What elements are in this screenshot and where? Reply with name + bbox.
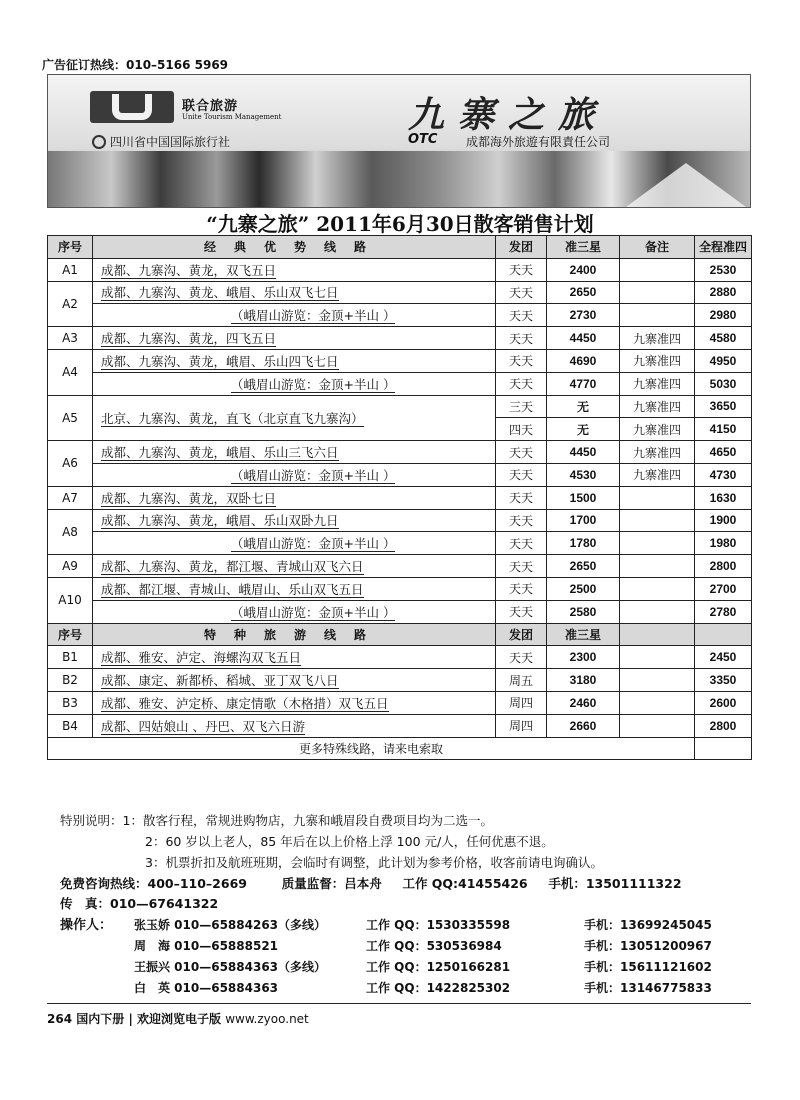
remark xyxy=(620,555,695,578)
price-std3: 2300 xyxy=(547,646,620,669)
operator-mobile: 手机：15611121602 xyxy=(584,960,712,974)
table-row xyxy=(48,463,752,486)
mobile: 手机：13501111322 xyxy=(548,876,682,891)
price-std4: 2800 xyxy=(695,714,752,737)
route-no: A1 xyxy=(48,258,93,281)
route-subnote: （峨眉山游览：金顶+半山 ） xyxy=(93,532,496,555)
price-std3: 4450 xyxy=(547,327,620,350)
route-no: A2 xyxy=(48,281,93,327)
depart: 三天 xyxy=(496,395,547,418)
route-name: 成都、雅安、泸定、海螺沟双飞五日 xyxy=(93,646,496,669)
page-number: 264 xyxy=(47,1012,73,1026)
price-std4: 3350 xyxy=(695,669,752,692)
price-std4: 2700 xyxy=(695,577,752,600)
remark xyxy=(620,304,695,327)
price-std4: 3650 xyxy=(695,395,752,418)
footer-url: www.zyoo.net xyxy=(225,1012,309,1026)
depart: 天天 xyxy=(496,304,547,327)
route-subnote: （峨眉山游览：金顶+半山 ） xyxy=(93,372,496,395)
price-std3: 4450 xyxy=(547,441,620,464)
table-row xyxy=(48,304,752,327)
operator-qq: 工作 QQ：1530335598 xyxy=(366,918,511,932)
price-std4: 4730 xyxy=(695,463,752,486)
otc-logo: OTC xyxy=(408,132,438,147)
note-item: 3：机票折扣及航班班期，会临时有调整，此计划为参考价格，收客前请电询确认。 xyxy=(145,855,603,870)
table-row xyxy=(48,395,752,418)
route-name: 成都、九寨沟、黄龙，双飞五日 xyxy=(93,258,496,281)
depart: 天天 xyxy=(496,327,547,350)
brand-name-en: Unite Tourism Management xyxy=(182,113,282,121)
table-row xyxy=(48,372,752,395)
route-name: 成都、四姑娘山 、丹巴、双飞六日游 xyxy=(93,714,496,737)
depart: 天天 xyxy=(496,646,547,669)
table-row xyxy=(48,555,752,578)
agency-left: 四川省中国国际旅行社 xyxy=(110,135,231,149)
remark xyxy=(620,509,695,532)
table-row xyxy=(48,646,752,669)
price-std3: 2730 xyxy=(547,304,620,327)
price-std4: 2780 xyxy=(695,600,752,623)
remark: 九寨准四 xyxy=(620,327,695,350)
table-row xyxy=(48,258,752,281)
remark xyxy=(620,532,695,555)
price-std4: 4950 xyxy=(695,349,752,372)
table-row xyxy=(48,441,752,464)
work-qq: 工作 QQ:41455426 xyxy=(402,876,528,891)
route-no: B4 xyxy=(48,714,93,737)
price-std4: 1630 xyxy=(695,486,752,509)
price-std4: 4580 xyxy=(695,327,752,350)
price-std3: 1780 xyxy=(547,532,620,555)
free-hotline: 免费咨询热线：400–110–2669 xyxy=(60,876,247,891)
route-no: A9 xyxy=(48,555,93,578)
remark xyxy=(620,691,695,714)
table-row xyxy=(48,327,752,350)
route-name: 成都、九寨沟、黄龙，四飞五日 xyxy=(93,327,496,350)
depart: 天天 xyxy=(496,281,547,304)
price-std3: 2500 xyxy=(547,577,620,600)
operator-qq: 工作 QQ：530536984 xyxy=(366,939,502,953)
table-row-more xyxy=(48,737,752,760)
depart: 天天 xyxy=(496,463,547,486)
more-routes-note: 更多特殊线路，请来电索取 xyxy=(48,737,695,760)
note-item: 2：60 岁以上老人，85 年后在以上价格上浮 100 元/人，任何优惠不退。 xyxy=(145,834,554,849)
route-name: 成都、都江堰、青城山、峨眉山、乐山双飞五日 xyxy=(93,577,496,600)
price-std3: 2650 xyxy=(547,555,620,578)
price-std3: 3180 xyxy=(547,669,620,692)
col-header-std4: 全程准四 xyxy=(695,236,752,259)
route-no: A4 xyxy=(48,349,93,395)
price-std3: 4690 xyxy=(547,349,620,372)
table-row xyxy=(48,486,752,509)
route-name: 成都、九寨沟、黄龙，峨眉、乐山四飞七日 xyxy=(93,349,496,372)
price-std3: 2650 xyxy=(547,281,620,304)
remark xyxy=(620,669,695,692)
table-header-special xyxy=(48,623,752,646)
route-name: 成都、康定、新都桥、稻城、亚丁双飞八日 xyxy=(93,669,496,692)
operator-mobile: 手机：13699245045 xyxy=(584,918,712,932)
price-std4: 2980 xyxy=(695,304,752,327)
price-std4: 2450 xyxy=(695,646,752,669)
table-row xyxy=(48,509,752,532)
remark xyxy=(620,486,695,509)
route-name: 成都、九寨沟、黄龙，峨眉、乐山三飞六日 xyxy=(93,441,496,464)
ad-hotline: 广告征订热线：010–5166 5969 xyxy=(42,58,229,72)
plan-title: “九寨之旅” 2011年6月30日散客销售计划 xyxy=(206,212,594,236)
operator-name: 白 英 010—65884363 xyxy=(134,981,279,995)
remark xyxy=(620,281,695,304)
remark xyxy=(620,600,695,623)
table-row xyxy=(48,600,752,623)
remark: 九寨准四 xyxy=(620,418,695,441)
sales-plan-table xyxy=(47,235,752,760)
depart: 天天 xyxy=(496,486,547,509)
price-std3: 2660 xyxy=(547,714,620,737)
price-std4: 4650 xyxy=(695,441,752,464)
unite-logo-icon xyxy=(90,91,174,123)
quality-supervisor: 质量监督：吕本舟 xyxy=(281,876,382,891)
brand-name-cn: 联合旅游 xyxy=(182,99,239,114)
banner xyxy=(47,74,751,208)
depart: 天天 xyxy=(496,372,547,395)
table-row xyxy=(48,577,752,600)
depart: 天天 xyxy=(496,441,547,464)
route-no: A6 xyxy=(48,441,93,487)
agency-right: 成都海外旅遊有限責任公司 xyxy=(466,135,611,149)
table-row xyxy=(48,691,752,714)
price-std4: 1980 xyxy=(695,532,752,555)
contact-line xyxy=(60,874,682,892)
price-std3: 2460 xyxy=(547,691,620,714)
operator-qq: 工作 QQ：1250166281 xyxy=(366,960,511,974)
special-notes xyxy=(60,810,603,873)
remark: 九寨准四 xyxy=(620,463,695,486)
route-no: A7 xyxy=(48,486,93,509)
note-item: 1：散客行程，常规进购物店，九寨和峨眉段自费项目均为二选一。 xyxy=(122,813,493,828)
depart: 天天 xyxy=(496,555,547,578)
col-header-std3: 准三星 xyxy=(547,236,620,259)
remark: 九寨准四 xyxy=(620,349,695,372)
route-no: A10 xyxy=(48,577,93,623)
section-name: 国内下册 xyxy=(76,1012,125,1026)
depart: 四天 xyxy=(496,418,547,441)
fax: 传 真：010—67641322 xyxy=(60,896,219,911)
price-std3: 1500 xyxy=(547,486,620,509)
banner-title: 九寨之旅 xyxy=(408,94,609,136)
agency-seal-icon xyxy=(92,135,106,149)
footer-divider xyxy=(47,1003,751,1004)
route-name: 成都、九寨沟、黄龙，双卧七日 xyxy=(93,486,496,509)
route-no: A3 xyxy=(48,327,93,350)
depart: 天天 xyxy=(496,532,547,555)
price-std4: 5030 xyxy=(695,372,752,395)
price-std3: 4770 xyxy=(547,372,620,395)
remark xyxy=(620,577,695,600)
price-std4: 2880 xyxy=(695,281,752,304)
operators-label: 操作人： xyxy=(60,918,113,933)
table-row xyxy=(48,714,752,737)
price-std3: 2400 xyxy=(547,258,620,281)
route-subnote: （峨眉山游览：金顶+半山 ） xyxy=(93,600,496,623)
operator-name: 周 海 010—65888521 xyxy=(134,939,279,953)
route-no: B2 xyxy=(48,669,93,692)
price-std3: 无 xyxy=(547,418,620,441)
col-header-no: 序号 xyxy=(48,236,93,259)
route-name: 成都、九寨沟、黄龙、峨眉、乐山双飞七日 xyxy=(93,281,496,304)
depart: 周四 xyxy=(496,691,547,714)
col-header-route: 经典优势线路 xyxy=(93,236,496,259)
page-footer: 264 国内下册 | 欢迎浏览电子版 www.zyoo.net xyxy=(47,1012,309,1026)
operator-mobile: 手机：13146775833 xyxy=(584,981,712,995)
remark xyxy=(620,646,695,669)
route-no: A8 xyxy=(48,509,93,555)
price-std4: 1900 xyxy=(695,509,752,532)
footer-slogan: 欢迎浏览电子版 xyxy=(137,1012,222,1026)
depart: 天天 xyxy=(496,577,547,600)
remark: 九寨准四 xyxy=(620,395,695,418)
price-std3: 4530 xyxy=(547,463,620,486)
price-std4: 2530 xyxy=(695,258,752,281)
route-name: 北京、九寨沟、黄龙，直飞（北京直飞九寨沟） xyxy=(93,395,496,441)
operator-name: 王振兴 010—65884363（多线） xyxy=(134,960,327,974)
depart: 天天 xyxy=(496,509,547,532)
col-header-route: 特种旅游线路 xyxy=(93,623,496,646)
col-header-depart: 发团 xyxy=(496,236,547,259)
price-std4: 2600 xyxy=(695,691,752,714)
route-name: 成都、雅安、泸定桥、康定情歌（木格措）双飞五日 xyxy=(93,691,496,714)
col-header-no: 序号 xyxy=(48,623,93,646)
price-std3: 2580 xyxy=(547,600,620,623)
col-header-depart: 发团 xyxy=(496,623,547,646)
operator-qq: 工作 QQ：1422825302 xyxy=(366,981,511,995)
table-row xyxy=(48,669,752,692)
price-std3: 无 xyxy=(547,395,620,418)
table-row xyxy=(48,349,752,372)
price-std4: 2800 xyxy=(695,555,752,578)
route-subnote: （峨眉山游览：金顶+半山 ） xyxy=(93,463,496,486)
depart: 天天 xyxy=(496,258,547,281)
notes-label: 特别说明： xyxy=(60,813,123,828)
depart: 天天 xyxy=(496,600,547,623)
route-no: B1 xyxy=(48,646,93,669)
table-header-classic xyxy=(48,236,752,259)
operator-name: 张玉娇 010—65884263（多线） xyxy=(134,918,327,932)
depart: 周五 xyxy=(496,669,547,692)
table-row xyxy=(48,532,752,555)
route-name: 成都、九寨沟、黄龙，都江堰、青城山双飞六日 xyxy=(93,555,496,578)
col-header-std3: 准三星 xyxy=(547,623,620,646)
remark: 九寨准四 xyxy=(620,372,695,395)
table-row xyxy=(48,281,752,304)
route-name: 成都、九寨沟、黄龙，峨眉、乐山双卧九日 xyxy=(93,509,496,532)
depart: 天天 xyxy=(496,349,547,372)
route-subnote: （峨眉山游览：金顶+半山 ） xyxy=(93,304,496,327)
price-std4: 4150 xyxy=(695,418,752,441)
remark xyxy=(620,258,695,281)
route-no: B3 xyxy=(48,691,93,714)
depart: 周四 xyxy=(496,714,547,737)
price-std3: 1700 xyxy=(547,509,620,532)
route-no: A5 xyxy=(48,395,93,441)
remark xyxy=(620,714,695,737)
operator-mobile: 手机：13051200967 xyxy=(584,939,712,953)
mountain-icon xyxy=(626,163,746,207)
remark: 九寨准四 xyxy=(620,441,695,464)
col-header-remark: 备注 xyxy=(620,236,695,259)
